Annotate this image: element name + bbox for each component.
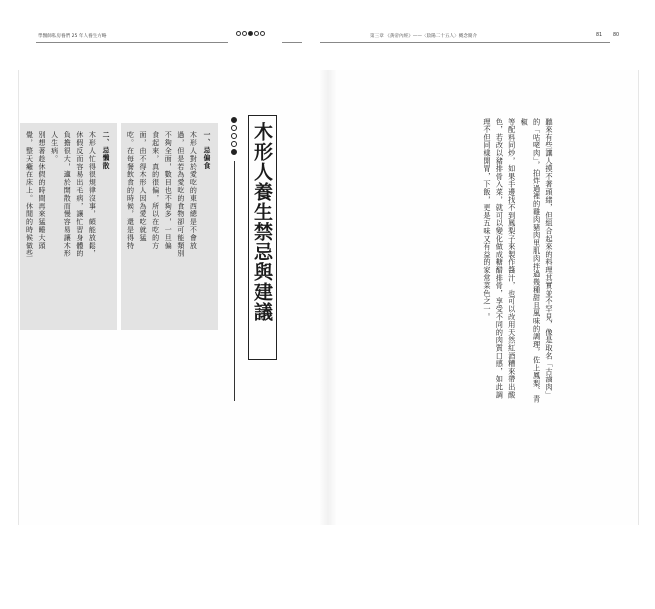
right-page-body [351, 118, 555, 408]
left-header-rule [36, 42, 228, 43]
progress-dot-icon [242, 31, 247, 36]
left-header-rule-end [282, 42, 302, 43]
tip-line: 食起來，真的很偏，所以在吃的方 [151, 131, 160, 250]
book-gutter [319, 70, 337, 525]
body-line: 理不但同樣開胃，下飯，更是五味又有益的家常菜色之一。 [482, 118, 492, 321]
body-line: 的「咕咾肉」，拍炸過裡的雞肉豬肉里肌肉拌過幾種甜且風味的調理，佐上鳳梨、青椒 [520, 118, 542, 403]
tip-line: 吃。在每餐飲食的時候，還是得特 [126, 131, 135, 250]
right-running-header: 第三章 《黃帝內經》——〈陰陽二十五人〉概念簡介 [370, 34, 478, 39]
page-number-right: 80 [613, 33, 620, 38]
body-line: 色，若改以豬排骨入菜，就可以變化做成糖醋排骨，享受不同的肉質口感，如此調 [495, 118, 505, 399]
chapter-progress-dots [236, 31, 265, 36]
tip-line: 木形人對於愛吃的東西總是不會放 [189, 131, 198, 250]
tip-line: 覺，整天癱在床上。休閒的時候做些 [25, 131, 34, 258]
tip-card-no-laziness [20, 123, 117, 330]
tip-card-text [126, 131, 212, 323]
tip-line: 面，由不得木形人因為愛吃就猛 [139, 131, 148, 242]
title-marker-dots [231, 117, 237, 155]
progress-dot-icon [260, 31, 265, 36]
right-header-rule [320, 42, 610, 43]
tip-line: 負擔很大，適於開散而慢容易讓木形 [63, 131, 72, 258]
tip-line: 木形人忙得很規律沒事，頗能放鬆， [88, 131, 97, 258]
marker-dot-icon [231, 141, 237, 147]
progress-dot-active-icon [248, 31, 253, 36]
progress-dot-icon [254, 31, 259, 36]
body-line: 等配料同炒，如果手邊找不到鳳梨子來製作醬汁，也可以改用天然紅酒糟來帶出酸 [507, 118, 517, 399]
tip-card-no-picky-eating [121, 123, 218, 330]
page-number-left: 81 [596, 33, 603, 38]
body-line: 聽來有些讓人摸不著頭緒，但組合起來的料理其實並不罕見，像是取名「古滷肉」 [545, 118, 554, 399]
tip-line: 休假反而容易出毛病，讓忙習身體的 [75, 131, 84, 258]
title-vertical-rule [234, 161, 235, 401]
tip-card-text [25, 131, 111, 323]
tip-heading: 二、忌懶散 [101, 131, 109, 170]
left-running-header: 學醫師私房養們 25 年人養生方略 [38, 34, 107, 39]
section-title: 木形人養生禁忌與建議 [248, 115, 277, 360]
tip-heading: 一、忌偏食 [202, 131, 210, 170]
marker-dot-icon [231, 125, 237, 131]
marker-dot-filled-icon [231, 149, 237, 155]
progress-dot-icon [236, 31, 241, 36]
tip-line: 過，但是若為愛吃的食物卻可能類別 [176, 131, 185, 258]
tip-line: 別想著趁休假的時間再來猛睡大頭 [38, 131, 47, 250]
tip-line: 不夠全面，數目也不夠多，一旦偏 [164, 131, 173, 250]
tip-line: 人生病。 [50, 131, 59, 163]
marker-dot-filled-icon [231, 117, 237, 123]
marker-dot-icon [231, 133, 237, 139]
